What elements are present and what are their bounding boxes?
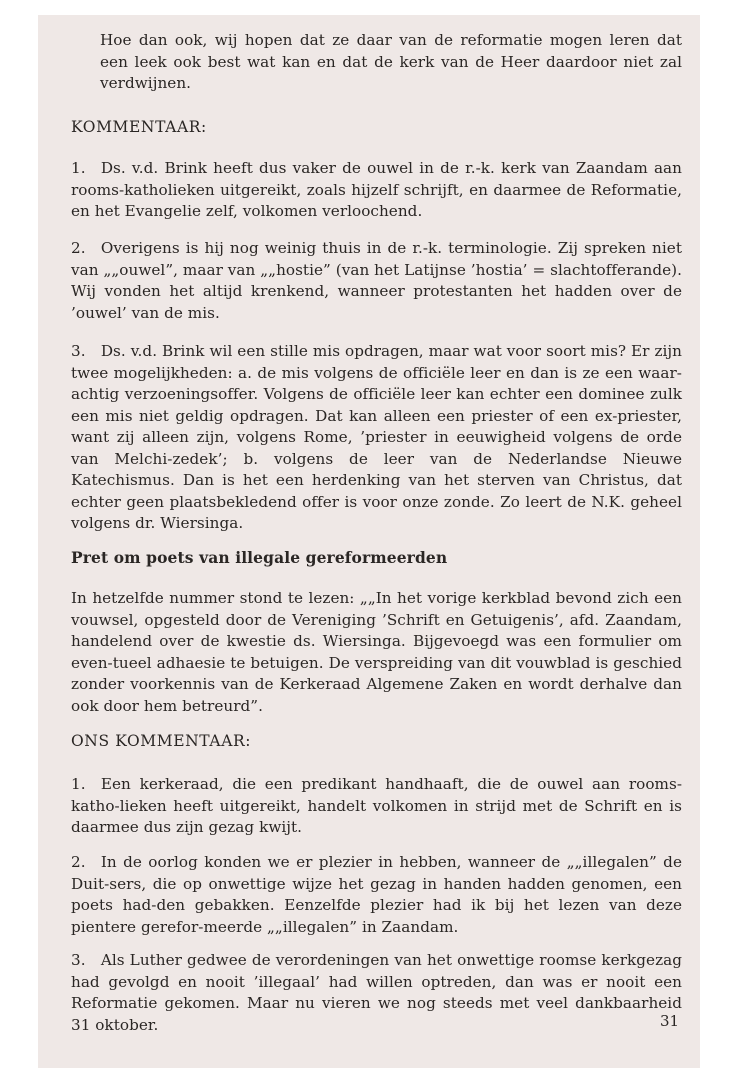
section-heading: Pret om poets van illegale gereformeerden — [71, 548, 448, 567]
page-number: 31 — [660, 1012, 680, 1030]
ons-kommentaar-item-3: 3. Als Luther gedwee de verordeningen van het onwettige roomse kerkgezag had gevolgd en nooit ’illegaal’ had willen optreden, dan was er nooit een Reformatie gekomen. Maar nu vieren we nog steeds met veel dankbaarheid 31 oktober. — [71, 951, 682, 1034]
kommentaar-item-3: 3. Ds. v.d. Brink wil een stille mis opdragen, maar wat voor soort mis? Er zijn twee mogelijkheden: a. de mis volgens de officiële leer en dan is ze een waar-achtig verzoeningsoffer. Volgens de officiële leer kan echter een dominee zulk een mis niet geldig opdragen. Dat kan alleen een priester of een ex-priester, want zij alleen zijn, volgens Rome, ’priester in eeuwigheid volgens de orde van Melchi-zedek’; b. volgens de leer van de Nederlandse Nieuwe Katechismus. Dan is het een herdenking van het sterven van Christus, dat echter geen plaatsbekledend offer is voor onze zonde. Zo leert de N.K. geheel volgens dr. Wiersinga. — [71, 342, 682, 532]
ons-kommentaar-item-1: 1. Een kerkeraad, die een predikant handhaaft, die de ouwel aan rooms-katho-lieken heeft uitgereikt, handelt volkomen in strijd met de Schrift en is daarmee dus zijn gezag kwijt. — [71, 775, 682, 836]
section-paragraph: In hetzelfde nummer stond te lezen: „„In het vorige kerkblad bevond zich een vouwsel, opgesteld door de Vereniging ’Schrift en Getuigenis’, afd. Zaandam, handelend over de kwestie ds. Wiersinga. Bijgevoegd was een formulier om even-tueel adhaesie te betuigen. De verspreiding van dit vouwblad is geschied zonder voorkennis van de Kerkeraad Algemene Zaken en wordt derhalve dan ook door hem betreurd”. — [71, 589, 682, 715]
ons-kommentaar-item-2: 2. In de oorlog konden we er plezier in hebben, wanneer de „„illegalen” de Duit-sers, die op onwettige wijze het gezag in handen hadden genomen, een poets had-den gebakken. Eenzelfde plezier had ik bij het lezen van deze pientere gerefor-meerde „„illegalen” in Zaandam. — [71, 853, 682, 936]
kommentaar-label: KOMMENTAAR: — [71, 118, 207, 136]
kommentaar-item-1: 1. Ds. v.d. Brink heeft dus vaker de ouwel in de r.-k. kerk van Zaandam aan rooms-katholieken uitgereikt, zoals hijzelf schrijft, en daarmee de Reformatie, en het Evangelie zelf, volkomen verloochend. — [71, 159, 682, 220]
kommentaar-item-2: 2. Overigens is hij nog weinig thuis in de r.-k. terminologie. Zij spreken niet van „„ouwel”, maar van „„hostie” (van het Latijnse ’hostia’ = slachtofferande). Wij vonden het altijd krenkend, wanneer protestanten het hadden over de ’ouwel’ van de mis. — [71, 239, 682, 322]
ons-kommentaar-label: ONS KOMMENTAAR: — [71, 732, 252, 750]
intro-paragraph: Hoe dan ook, wij hopen dat ze daar van de reformatie mogen leren dat een leek ook best wat kan en dat de kerk van de Heer daardoor niet zal verdwijnen. — [100, 31, 682, 92]
